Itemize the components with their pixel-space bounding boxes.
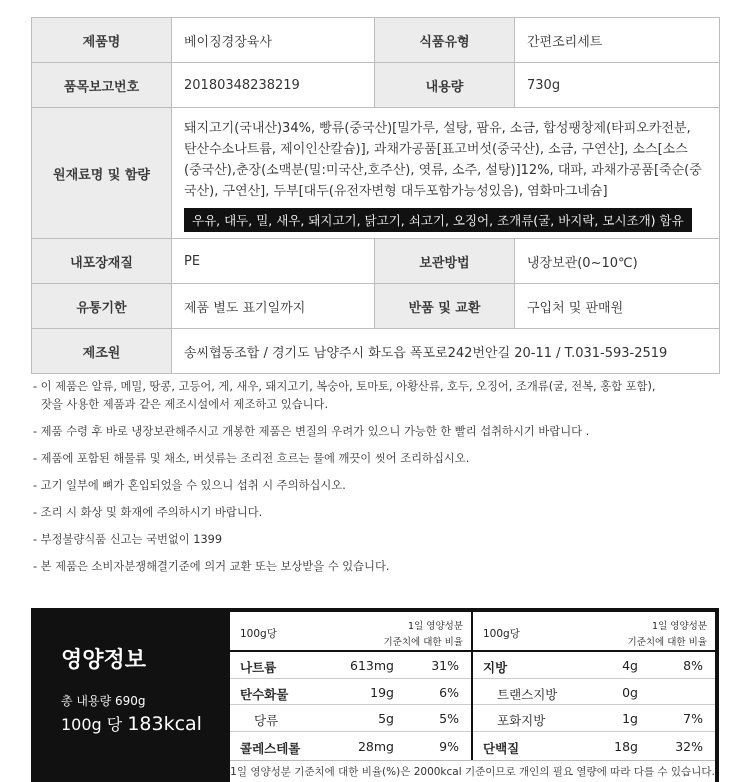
allergen-badge: 우유, 대두, 밀, 새우, 돼지고기, 닭고기, 쇠고기, 오징어, 조개류(굴, 바지락, 모시조개) 함유 — [184, 208, 692, 232]
nutrient-percent: 8% — [683, 658, 703, 673]
volume-value: 730g — [515, 63, 720, 108]
calories — [61, 712, 202, 735]
expiry-value: 제품 별도 표기일까지 — [172, 284, 375, 329]
nutrition-footnote: 1일 영양성분 기준치에 대한 비율(%)은 2000kcal 기준이므로 개인의 필요 열량에 따라 다를 수 있습니다. — [230, 760, 715, 782]
note-item: - 부정불량식품 신고는 국번없이 1399 — [33, 533, 223, 546]
ingredients-line: 돼지고기(국내산)34%, 빵류(중국산)[밀가루, 설탕, 팜유, 소금, 합성팽창제(타피오카전분, — [184, 121, 691, 136]
nutrient-percent: 5% — [439, 711, 459, 726]
nutrient-amount: 18g — [614, 739, 638, 754]
nutrient-amount: 28mg — [357, 739, 394, 754]
nutrient-row — [473, 732, 715, 760]
food-type-label: 식품유형 — [375, 18, 515, 63]
nutrient-amount: 5g — [378, 711, 394, 726]
packaging-value: PE — [172, 239, 375, 284]
product-info-table — [31, 17, 720, 374]
total-content: 총 내용량 690g — [61, 694, 146, 708]
dv-header: 1일 영양성분 — [652, 621, 707, 632]
note-item — [33, 378, 723, 414]
nutrition-summary — [31, 608, 228, 782]
nutrient-percent: 32% — [675, 739, 703, 754]
nutrient-amount: 19g — [370, 685, 394, 700]
ingredients-text — [184, 108, 719, 206]
product-name-label: 제품명 — [32, 18, 172, 63]
nutrient-name: 포화지방 — [497, 713, 546, 728]
nutrient-row — [230, 679, 471, 705]
note-text: - 이 제품은 알류, 메밀, 땅콩, 고등어, 게, 새우, 돼지고기, 복숭아, 토마토, 아황산류, 호두, 오징어, 조개류(굴, 전복, 홍합 포함), — [33, 380, 656, 393]
nutrient-row — [473, 679, 715, 705]
nutrition-header — [230, 612, 471, 652]
nutrient-row — [230, 732, 471, 760]
nutrition-panel — [31, 608, 719, 782]
caution-notes — [33, 378, 723, 585]
food-type-value: 간편조리세트 — [515, 18, 720, 63]
note-item: - 본 제품은 소비자분쟁해결기준에 의거 교환 또는 보상받을 수 있습니다. — [33, 560, 390, 573]
nutrient-percent: 7% — [683, 711, 703, 726]
calories-prefix: 100g 당 — [61, 715, 128, 734]
nutrient-amount: 613mg — [350, 658, 394, 673]
nutrient-row — [230, 705, 471, 732]
nutrition-column-right — [473, 612, 715, 760]
storage-value: 냉장보관(0~10℃) — [515, 239, 720, 284]
note-item: - 고기 일부에 뼈가 혼입되었을 수 있으니 섭취 시 주의하십시오. — [33, 479, 346, 492]
note-text-continued: 잣을 사용한 제품과 같은 제조시설에서 제조하고 있습니다. — [41, 398, 329, 411]
nutrient-name: 탄수화물 — [240, 687, 289, 702]
nutrient-amount: 1g — [622, 711, 638, 726]
manufacturer-value: 송씨협동조합 / 경기도 남양주시 화도읍 폭포로242번안길 20-11 / T.031-593-2519 — [172, 329, 720, 374]
nutrition-title: 영양정보 — [61, 648, 147, 673]
nutrient-percent: 6% — [439, 685, 459, 700]
return-label: 반품 및 교환 — [375, 284, 515, 329]
ingredients-label: 원재료명 및 함량 — [32, 108, 172, 239]
note-item: - 제품에 포함된 해물류 및 채소, 버섯류는 조리전 흐르는 물에 깨끗이 씻어 조리하십시오. — [33, 452, 470, 465]
ingredients-cell — [172, 108, 720, 239]
per-100g-label: 100g당 — [240, 628, 277, 640]
ingredients-line: (중국산),춘장(소맥분(밀:미국산,호주산), 엿류, 소주, 설탕)]12%, 대파, 과채가공품[죽순(중 — [184, 163, 702, 178]
product-name-value: 베이징경장육사 — [172, 18, 375, 63]
nutrition-column-left — [230, 612, 471, 760]
dv-header: 1일 영양성분 — [408, 621, 463, 632]
dv-header-sub: 기준치에 대한 비율 — [627, 637, 707, 648]
nutrient-amount: 0g — [622, 685, 638, 700]
storage-label: 보관방법 — [375, 239, 515, 284]
nutrient-name: 지방 — [483, 660, 508, 675]
nutrient-name: 트랜스지방 — [497, 687, 558, 702]
nutrition-header — [473, 612, 715, 652]
volume-label: 내용량 — [375, 63, 515, 108]
nutrient-row — [473, 705, 715, 732]
nutrient-row — [230, 652, 471, 679]
nutrient-row — [473, 652, 715, 679]
report-no-label: 품목보고번호 — [32, 63, 172, 108]
calories-value: 183kcal — [127, 713, 202, 735]
note-item: - 조리 시 화상 및 화재에 주의하시기 바랍니다. — [33, 506, 263, 519]
nutrient-name: 콜레스테롤 — [240, 741, 301, 756]
return-value: 구입처 및 판매원 — [515, 284, 720, 329]
ingredients-line: 국산), 구연산], 두부[대두(유전자변형 대두포함가능성있음), 염화마그네슘] — [184, 184, 608, 199]
nutrient-percent: 31% — [431, 658, 459, 673]
nutrient-name: 당류 — [254, 713, 279, 728]
per-100g-label: 100g당 — [483, 628, 520, 640]
report-no-value: 20180348238219 — [172, 63, 375, 108]
ingredients-line: 탄산수소나트륨, 제이인산칼슘)], 과채가공품[표고버섯(중국산), 소금, 구연산], 소스[소스 — [184, 142, 688, 157]
nutrient-amount: 4g — [622, 658, 638, 673]
nutrient-name: 나트륨 — [240, 660, 277, 675]
dv-header-sub: 기준치에 대한 비율 — [383, 637, 463, 648]
nutrient-percent: 9% — [439, 739, 459, 754]
note-item: - 제품 수령 후 바로 냉장보관해주시고 개봉한 제품은 변질의 우려가 있으니 가능한 한 빨리 섭취하시기 바랍니다 . — [33, 425, 590, 438]
manufacturer-label: 제조원 — [32, 329, 172, 374]
expiry-label: 유통기한 — [32, 284, 172, 329]
nutrient-name: 단백질 — [483, 741, 520, 756]
packaging-label: 내포장재질 — [32, 239, 172, 284]
